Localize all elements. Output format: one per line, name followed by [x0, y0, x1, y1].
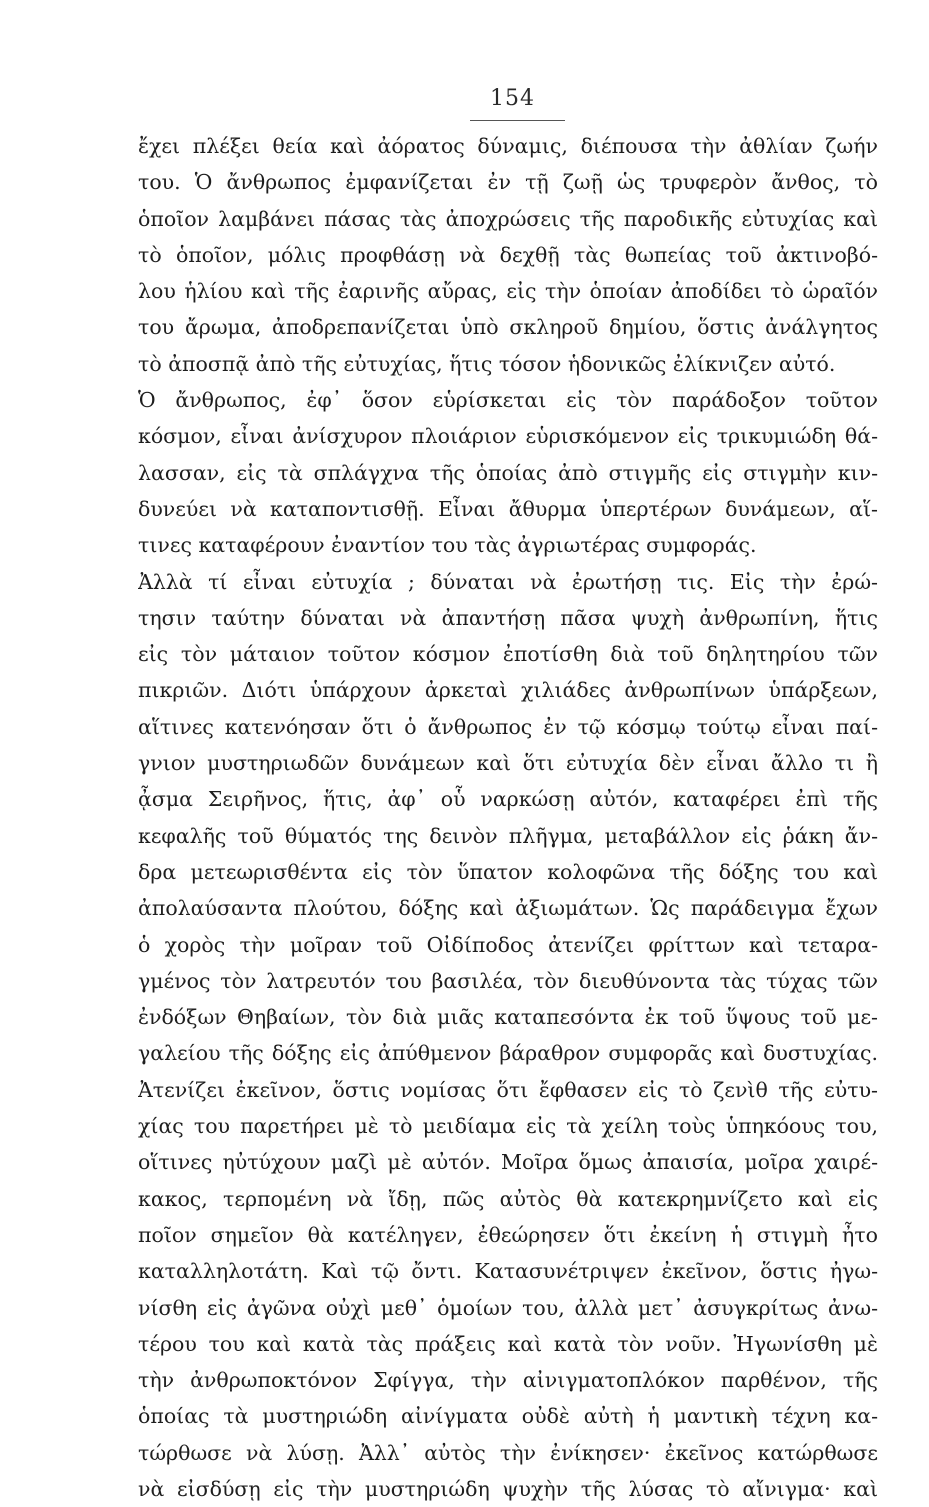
text-line: λασσαν, εἰς τὰ σπλάγχνα τῆς ὁποίας ἀπὸ στιγμῆς εἰς στιγμὴν κιν-	[138, 460, 878, 485]
text-line: κεφαλῆς τοῦ θύματός της δεινὸν πλῆγμα, μεταβάλλον εἰς ῥάκη ἄν-	[138, 823, 878, 848]
text-line: Ἀτενίζει ἐκεῖνον, ὅστις νομίσας ὅτι ἔφθασεν εἰς τὸ ζενὶθ τῆς εὐτυ-	[138, 1077, 878, 1102]
text-line: τώρθωσε νὰ λύσῃ. Ἀλλ᾽ αὐτὸς τὴν ἐνίκησεν· ἐκεῖνος κατώρθωσε	[138, 1440, 878, 1465]
text-line: νίσθη εἰς ἀγῶνα οὐχὶ μεθ᾽ ὁμοίων του, ἀλλὰ μετ᾽ ἀσυγκρίτως ἀνω-	[138, 1295, 878, 1320]
text-line: ἔχει πλέξει θεία καὶ ἀόρατος δύναμις, διέπουσα τὴν ἀθλίαν ζωήν	[138, 134, 878, 158]
text-line: γμένος τὸν λατρευτόν του βασιλέα, τὸν διευθύνοντα τὰς τύχας τῶν	[138, 968, 878, 993]
text-line: ἀπολαύσαντα πλούτου, δόξης καὶ ἀξιωμάτων. Ὡς παράδειγμα ἔχων	[138, 896, 878, 921]
text-line: γνιον μυστηριωδῶν δυνάμεων καὶ ὅτι εὐτυχία δὲν εἶναι ἄλλο τι ἢ	[138, 751, 878, 776]
text-line: δυνεύει νὰ καταποντισθῇ. Εἶναι ἄθυρμα ὑπερτέρων δυνάμεων, αἵ-	[138, 496, 878, 521]
text-line: ἐνδόξων Θηβαίων, τὸν διὰ μιᾶς καταπεσόντα ἐκ τοῦ ὕψους τοῦ με-	[138, 1005, 878, 1030]
text-line: ὁποίας τὰ μυστηριώδη αἰνίγματα οὐδὲ αὐτὴ ἡ μαντικὴ τέχνη κα-	[138, 1404, 878, 1429]
text-line: αἵτινες κατενόησαν ὅτι ὁ ἄνθρωπος ἐν τῷ κόσμῳ τούτῳ εἶναι παί-	[138, 714, 878, 739]
text-line: τινες καταφέρουν ἐναντίον του τὰς ἀγριωτέρας συμφοράς.	[138, 533, 757, 558]
text-line: τὸ ὁποῖον, μόλις προφθάσῃ νὰ δεχθῇ τὰς θωπείας τοῦ ἀκτινοβό-	[138, 242, 878, 267]
text-line: ποῖον σημεῖον θὰ κατέληγεν, ἐθεώρησεν ὅτι ἐκείνη ἡ στιγμὴ ἦτο	[138, 1222, 878, 1247]
text-line: τησιν ταύτην δύναται νὰ ἀπαντήσῃ πᾶσα ψυχὴ ἀνθρωπίνη, ἥτις	[138, 605, 878, 630]
text-line: λου ἡλίου καὶ τῆς ἐαρινῆς αὔρας, εἰς τὴν ὁποίαν ἀποδίδει τὸ ὡραῖόν	[138, 279, 878, 304]
text-line: κακος, τερπομένη νὰ ἴδῃ, πῶς αὐτὸς θὰ κατεκρημνίζετο καὶ εἰς	[138, 1186, 878, 1211]
text-line: ᾆσμα Σειρῆνος, ἥτις, ἀφ᾽ οὗ ναρκώσῃ αὐτόν, καταφέρει ἐπὶ τῆς	[138, 787, 878, 812]
text-line: κόσμον, εἶναι ἀνίσχυρον πλοιάριον εὑρισκόμενον εἰς τρικυμιώδη θά-	[138, 424, 878, 449]
text-line: γαλείου τῆς δόξης εἰς ἀπύθμενον βάραθρον συμφορᾶς καὶ δυστυχίας.	[138, 1041, 878, 1066]
text-line: καταλληλοτάτη. Καὶ τῷ ὄντι. Κατασυνέτριψεν ἐκεῖνον, ὅστις ἠγω-	[138, 1259, 878, 1284]
text-line: τὸ ἀποσπᾷ ἀπὸ τῆς εὐτυχίας, ἥτις τόσον ἡδονικῶς ἐλίκνιζεν αὐτό.	[138, 351, 836, 376]
body-text	[138, 128, 878, 1507]
text-line: νὰ εἰσδύσῃ εἰς τὴν μυστηριώδη ψυχὴν τῆς λύσας τὸ αἴνιγμα· καὶ	[138, 1476, 878, 1501]
text-line: του ἄρωμα, ἀποδρεπανίζεται ὑπὸ σκληροῦ δημίου, ὅστις ἀνάλγητος	[138, 315, 878, 340]
text-line: Ἀλλὰ τί εἶναι εὐτυχία ; δύναται νὰ ἐρωτήσῃ τις. Εἰς τὴν ἐρώ-	[138, 569, 878, 594]
text-line: ὁ χορὸς τὴν μοῖραν τοῦ Οἰδίποδος ἀτενίζει φρίττων καὶ τεταρα-	[138, 932, 878, 957]
text-line: του. Ὁ ἄνθρωπος ἐμφανίζεται ἐν τῇ ζωῇ ὡς τρυφερὸν ἄνθος, τὸ	[138, 170, 878, 195]
header-rule	[470, 120, 565, 121]
text-line: ὁποῖον λαμβάνει πάσας τὰς ἀποχρώσεις τῆς παροδικῆς εὐτυχίας καὶ	[138, 206, 878, 231]
text-line: δρα μετεωρισθέντα εἰς τὸν ὕπατον κολοφῶνα τῆς δόξης του καὶ	[138, 859, 878, 884]
text-line: τέρου του καὶ κατὰ τὰς πράξεις καὶ κατὰ τὸν νοῦν. Ἠγωνίσθη μὲ	[138, 1331, 878, 1356]
text-line: χίας του παρετήρει μὲ τὸ μειδίαμα εἰς τὰ χείλη τοὺς ὑπηκόους του,	[138, 1114, 878, 1139]
page-number: 154	[490, 86, 535, 111]
text-line: πικριῶν. Διότι ὑπάρχουν ἀρκεταὶ χιλιάδες ἀνθρωπίνων ὑπάρξεων,	[138, 678, 878, 703]
text-line: τὴν ἀνθρωποκτόνον Σφίγγα, τὴν αἰνιγματοπλόκον παρθένον, τῆς	[138, 1368, 878, 1393]
text-line: οἵτινες ηὐτύχουν μαζὶ μὲ αὐτόν. Μοῖρα ὅμως ἀπαισία, μοῖρα χαιρέ-	[138, 1150, 878, 1175]
text-line: Ὁ ἄνθρωπος, ἐφ᾽ ὅσον εὑρίσκεται εἰς τὸν παράδοξον τοῦτον	[138, 388, 878, 413]
text-line: εἰς τὸν μάταιον τοῦτον κόσμον ἐποτίσθη διὰ τοῦ δηλητηρίου τῶν	[138, 642, 878, 667]
